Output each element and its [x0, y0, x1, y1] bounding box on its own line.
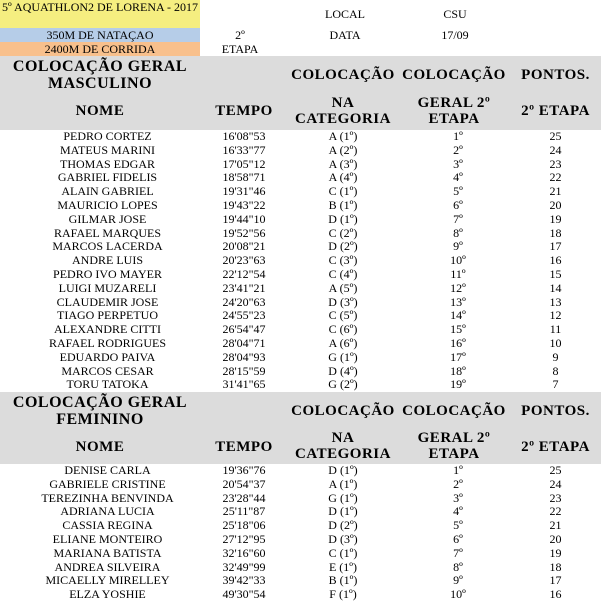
points-cell: 19: [549, 545, 562, 560]
header-etapa: 2º ETAPA: [521, 103, 590, 119]
points-cell: 18: [549, 559, 562, 574]
time-cell: 27'12"95: [222, 531, 266, 546]
points-cell: 17: [549, 573, 562, 588]
time-cell: 20'54"37: [222, 476, 266, 491]
header-tempo: TEMPO: [215, 439, 273, 455]
table-row: [0, 588, 601, 602]
masculino-rows: [0, 130, 601, 392]
points-cell: 13: [549, 294, 562, 309]
time-cell: 16'33"77: [222, 142, 266, 157]
athlete-name: PEDRO IVO MAYER: [53, 266, 162, 281]
table-row: [0, 337, 601, 351]
time-cell: 31'41"65: [222, 377, 266, 392]
athlete-name: ELIANE MONTEIRO: [52, 531, 163, 546]
category-position: E (1º): [328, 559, 358, 574]
athlete-name: ADRIANA LUCIA: [60, 504, 155, 519]
category-position: A (6º): [328, 335, 358, 350]
header-na-categoria: NA CATEGORIA: [295, 430, 391, 462]
table-row: [0, 378, 601, 392]
category-position: C (5º): [328, 308, 358, 323]
local-value: CSU: [443, 7, 467, 21]
time-cell: 19'43"22: [222, 197, 266, 212]
overall-position: 15º: [450, 322, 466, 337]
category-position: G (1º): [328, 490, 358, 505]
athlete-name: MATEUS MARINI: [59, 142, 155, 157]
overall-position: 3º: [453, 490, 463, 505]
athlete-name: DENISE CARLA: [64, 463, 151, 477]
local-label: LOCAL: [325, 7, 365, 21]
table-row: [0, 199, 601, 213]
overall-position: 1º: [453, 463, 463, 477]
header-nome: NOME: [75, 439, 125, 455]
athlete-name: MAURICIO LOPES: [57, 197, 158, 212]
time-cell: 19'52"56: [222, 225, 266, 240]
athlete-name: ALEXANDRE CITTI: [54, 322, 161, 337]
table-row: [0, 185, 601, 199]
time-cell: 32'49"99: [222, 559, 266, 574]
athlete-name: GILMAR JOSE: [68, 211, 147, 226]
points-cell: 11: [549, 322, 562, 337]
points-cell: 23: [549, 156, 562, 171]
overall-position: 11º: [450, 266, 466, 281]
header-colocacao-categoria: COLOCAÇÃO: [291, 403, 395, 419]
time-cell: 18'58"71: [222, 170, 266, 185]
points-cell: 24: [549, 142, 562, 157]
date-value: 17/09: [441, 28, 469, 42]
overall-position: 14º: [450, 308, 466, 323]
run-distance: 2400M DE CORRIDA: [0, 42, 200, 56]
table-row: [0, 478, 601, 492]
overall-position: 2º: [453, 142, 463, 157]
points-cell: 12: [549, 308, 562, 323]
athlete-name: RAFAEL RODRIGUES: [48, 335, 166, 350]
category-position: A (4º): [328, 170, 358, 185]
header-pontos: PONTOS.: [521, 67, 590, 83]
overall-position: 12º: [450, 280, 466, 295]
event-header: [0, 0, 601, 56]
time-cell: 19'44"10: [222, 211, 266, 226]
header-etapa: 2º ETAPA: [521, 439, 590, 455]
table-row: [0, 158, 601, 172]
category-position: D (3º): [328, 531, 358, 546]
points-cell: 18: [549, 225, 562, 240]
athlete-name: MARCOS LACERDA: [52, 239, 163, 254]
etapa-label: ETAPA: [221, 42, 259, 56]
time-cell: 28'04"93: [222, 349, 266, 364]
time-cell: 25'18"06: [222, 518, 266, 533]
header-colocacao-geral: COLOCAÇÃO: [402, 67, 506, 83]
overall-position: 10º: [450, 587, 466, 602]
points-cell: 23: [549, 490, 562, 505]
athlete-name: RAFAEL MARQUES: [53, 225, 161, 240]
table-row: [0, 505, 601, 519]
athlete-name: MICAELLY MIRELLEY: [45, 573, 170, 588]
table-row: [0, 464, 601, 478]
athlete-name: EDUARDO PAIVA: [59, 349, 156, 364]
category-position: A (1º): [328, 476, 358, 491]
overall-position: 19º: [450, 377, 466, 392]
points-cell: 10: [549, 335, 562, 350]
athlete-name: ANDREA SILVEIRA: [54, 559, 161, 574]
overall-position: 1º: [453, 129, 463, 143]
overall-position: 8º: [453, 559, 463, 574]
points-cell: 15: [549, 266, 562, 281]
feminino-title: COLOCAÇÃO GERAL FEMININO: [12, 394, 188, 428]
masculino-header: [0, 56, 601, 130]
overall-position: 5º: [453, 184, 463, 199]
time-cell: 28'04"71: [222, 335, 266, 350]
athlete-name: TEREZINHA BENVINDA: [41, 490, 174, 505]
overall-position: 4º: [453, 170, 463, 185]
table-row: [0, 240, 601, 254]
table-row: [0, 227, 601, 241]
table-row: [0, 309, 601, 323]
event-title: 5º AQUATHLON2 DE LORENA - 2017: [0, 0, 200, 28]
overall-position: 5º: [453, 518, 463, 533]
category-position: D (2º): [328, 518, 358, 533]
time-cell: 28'15"59: [222, 363, 266, 378]
category-position: A (1º): [328, 129, 358, 143]
masculino-title: COLOCAÇÃO GERAL MASCULINO: [12, 58, 188, 92]
points-cell: 21: [549, 518, 562, 533]
table-row: [0, 519, 601, 533]
points-cell: 22: [549, 170, 562, 185]
feminino-rows: [0, 464, 601, 602]
category-position: A (2º): [328, 142, 358, 157]
athlete-name: ANDRE LUIS: [72, 253, 143, 268]
time-cell: 20'23"63: [222, 253, 266, 268]
table-row: [0, 547, 601, 561]
athlete-name: TIAGO PERPETUO: [57, 308, 158, 323]
points-cell: 25: [549, 129, 562, 143]
time-cell: 32'16"60: [222, 545, 266, 560]
athlete-name: ALAIN GABRIEL: [61, 184, 154, 199]
time-cell: 24'55"23: [222, 308, 266, 323]
header-nome: NOME: [75, 103, 125, 119]
category-position: G (2º): [328, 377, 358, 392]
overall-position: 2º: [453, 476, 463, 491]
points-cell: 20: [549, 197, 562, 212]
athlete-name: CLAUDEMIR JOSE: [56, 294, 159, 309]
swim-distance: 350M DE NATAÇAO: [0, 28, 200, 42]
category-position: F (1º): [329, 587, 357, 602]
category-position: G (1º): [328, 349, 358, 364]
time-cell: 23'28"44: [222, 490, 266, 505]
points-cell: 14: [549, 280, 562, 295]
athlete-name: MARCOS CESAR: [61, 363, 154, 378]
table-row: [0, 213, 601, 227]
table-row: [0, 130, 601, 144]
time-cell: 26'54"47: [222, 322, 266, 337]
date-label: DATA: [329, 28, 361, 42]
category-position: C (1º): [328, 184, 358, 199]
table-row: [0, 282, 601, 296]
overall-position: 7º: [453, 545, 463, 560]
athlete-name: LUIGI MUZARELI: [58, 280, 157, 295]
athlete-name: GABRIEL FIDELIS: [57, 170, 158, 185]
header-pontos: PONTOS.: [521, 403, 590, 419]
overall-position: 3º: [453, 156, 463, 171]
header-geral-etapa: GERAL 2º ETAPA: [417, 95, 491, 127]
points-cell: 20: [549, 531, 562, 546]
overall-position: 6º: [453, 531, 463, 546]
table-row: [0, 574, 601, 588]
table-row: [0, 351, 601, 365]
category-position: C (6º): [328, 322, 358, 337]
category-position: D (3º): [328, 294, 358, 309]
athlete-name: GABRIELE CRISTINE: [49, 476, 166, 491]
table-row: [0, 365, 601, 379]
time-cell: 19'36"76: [222, 463, 266, 477]
table-row: [0, 561, 601, 575]
category-position: A (3º): [328, 156, 358, 171]
overall-position: 4º: [453, 504, 463, 519]
time-cell: 20'08"21: [222, 239, 266, 254]
overall-position: 7º: [453, 211, 463, 226]
category-position: D (1º): [328, 504, 358, 519]
athlete-name: THOMAS EDGAR: [59, 156, 155, 171]
category-position: C (3º): [328, 253, 358, 268]
points-cell: 22: [549, 504, 562, 519]
points-cell: 17: [549, 239, 562, 254]
points-cell: 8: [552, 363, 559, 378]
category-position: D (1º): [328, 211, 358, 226]
athlete-name: MARIANA BATISTA: [53, 545, 162, 560]
time-cell: 23'41"21: [222, 280, 266, 295]
table-row: [0, 296, 601, 310]
time-cell: 39'42"33: [222, 573, 266, 588]
header-colocacao-categoria: COLOCAÇÃO: [291, 67, 395, 83]
points-cell: 24: [549, 476, 562, 491]
table-row: [0, 323, 601, 337]
category-position: C (2º): [328, 225, 358, 240]
table-row: [0, 268, 601, 282]
time-cell: 16'08"53: [222, 129, 266, 143]
points-cell: 9: [552, 349, 559, 364]
feminino-header: [0, 392, 601, 464]
athlete-name: TORU TATOKA: [66, 377, 149, 392]
category-position: C (1º): [328, 545, 358, 560]
overall-position: 18º: [450, 363, 466, 378]
category-position: C (4º): [328, 266, 358, 281]
overall-position: 9º: [453, 573, 463, 588]
points-cell: 7: [552, 377, 559, 392]
header-tempo: TEMPO: [215, 103, 273, 119]
overall-position: 6º: [453, 197, 463, 212]
points-cell: 19: [549, 211, 562, 226]
etapa-number: 2º: [235, 28, 245, 42]
points-cell: 16: [549, 253, 562, 268]
category-position: D (1º): [328, 463, 358, 477]
overall-position: 16º: [450, 335, 466, 350]
time-cell: 24'20"63: [222, 294, 266, 309]
table-row: [0, 254, 601, 268]
athlete-name: CASSIA REGINA: [62, 518, 153, 533]
time-cell: 19'31"46: [222, 184, 266, 199]
points-cell: 21: [549, 184, 562, 199]
header-geral-etapa: GERAL 2º ETAPA: [417, 430, 491, 462]
table-row: [0, 171, 601, 185]
table-row: [0, 492, 601, 506]
overall-position: 13º: [450, 294, 466, 309]
time-cell: 25'11"87: [222, 504, 266, 519]
overall-position: 9º: [453, 239, 463, 254]
points-cell: 25: [549, 463, 562, 477]
athlete-name: PEDRO CORTEZ: [63, 129, 152, 143]
category-position: A (5º): [328, 280, 358, 295]
header-colocacao-geral: COLOCAÇÃO: [402, 403, 506, 419]
header-na-categoria: NA CATEGORIA: [295, 95, 391, 127]
overall-position: 17º: [450, 349, 466, 364]
table-row: [0, 533, 601, 547]
category-position: D (2º): [328, 239, 358, 254]
time-cell: 17'05"12: [222, 156, 266, 171]
athlete-name: ELZA YOSHIE: [69, 587, 146, 602]
overall-position: 8º: [453, 225, 463, 240]
time-cell: 22'12"54: [222, 266, 266, 281]
overall-position: 10º: [450, 253, 466, 268]
table-row: [0, 144, 601, 158]
time-cell: 49'30"54: [222, 587, 266, 602]
category-position: D (4º): [328, 363, 358, 378]
category-position: B (1º): [328, 197, 358, 212]
category-position: B (1º): [328, 573, 358, 588]
points-cell: 16: [549, 587, 562, 602]
